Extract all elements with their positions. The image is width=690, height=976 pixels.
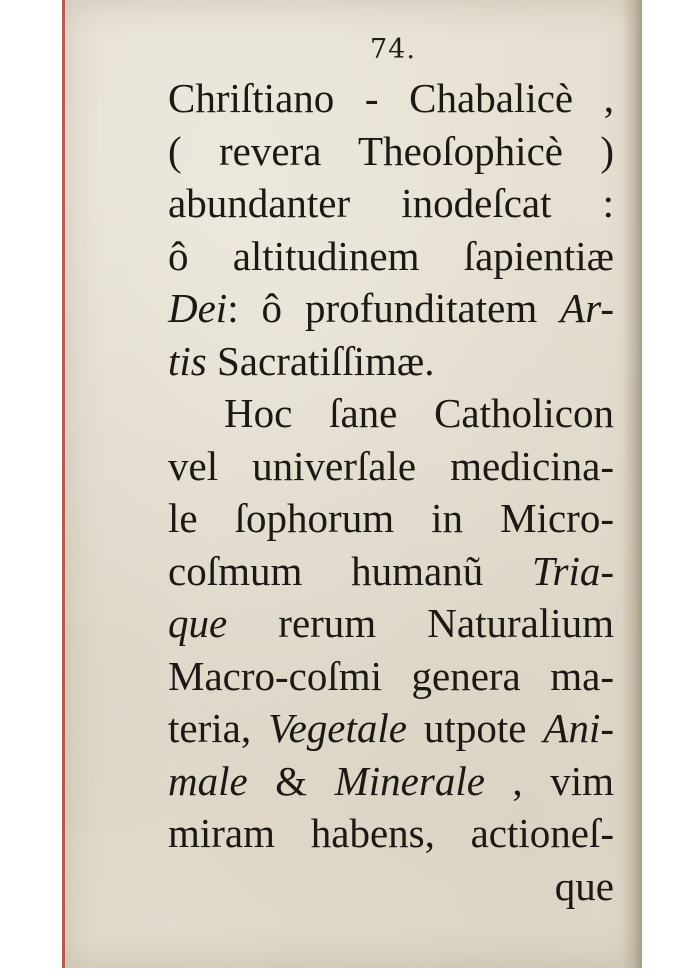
page-red-edge bbox=[62, 0, 65, 968]
text-line: abundanter inodeſcat : bbox=[168, 180, 614, 226]
text-line: ô altitudinem ſapientiæ bbox=[168, 232, 614, 279]
body-text bbox=[168, 72, 614, 912]
text-line: ( revera Theoſophicè ) bbox=[168, 127, 614, 174]
text-line: vel univerſale medicina- bbox=[168, 442, 614, 489]
text-line: miram habens, actioneſ- bbox=[168, 810, 614, 856]
text-line: que rerum Naturalium bbox=[168, 600, 614, 646]
text-line: Dei: ô profunditatem Ar- bbox=[168, 285, 614, 331]
catchword: que bbox=[554, 862, 614, 909]
text-line: male & Minerale , vim bbox=[168, 757, 614, 804]
text-line: coſmum humanũ Tria- bbox=[168, 547, 614, 594]
text-line: Chriſtiano - Chabalicè , bbox=[168, 75, 614, 121]
text-line: le ſophorum in Micro- bbox=[168, 495, 614, 541]
text-line: Macro-coſmi genera ma- bbox=[168, 652, 614, 699]
text-line: teria, Vegetale utpote Ani- bbox=[168, 705, 614, 751]
text-line: tis Sacratiſſimæ. bbox=[168, 337, 435, 384]
text-line: Hoc ſane Catholicon bbox=[224, 390, 614, 436]
page-gutter-shadow bbox=[622, 0, 642, 968]
page-number: 74. bbox=[370, 34, 416, 65]
